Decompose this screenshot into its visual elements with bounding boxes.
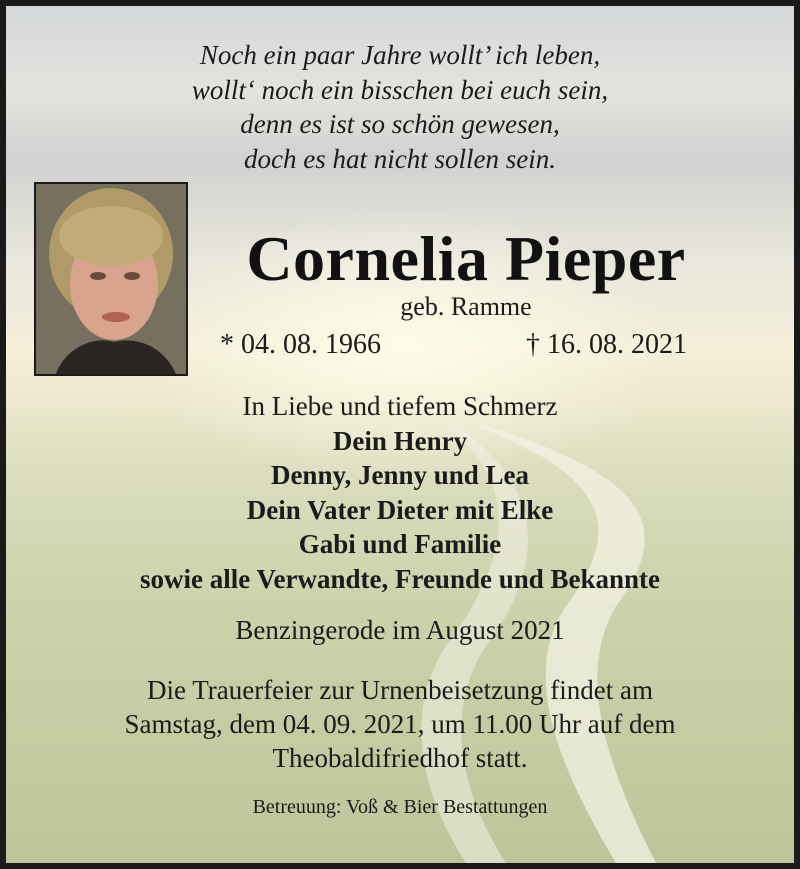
- deceased-name: Cornelia Pieper: [246, 223, 686, 294]
- ceremony-line: Theobaldifriedhof statt.: [272, 743, 528, 773]
- birth-date: * 04. 08. 1966: [220, 329, 381, 360]
- mourner-line: Dein Henry: [332, 425, 468, 456]
- maiden-name: geb. Ramme: [400, 292, 532, 321]
- poem: [6, 38, 794, 176]
- mourner-line: Denny, Jenny und Lea: [270, 460, 530, 490]
- poem-line: wollt‘ noch ein bisschen bei euch sein,: [191, 74, 609, 105]
- mourner-line: Gabi und Familie: [298, 529, 502, 559]
- ceremony-line: Samstag, dem 04. 09. 2021, um 11.00 Uhr auf dem: [124, 709, 676, 739]
- mourners-intro: In Liebe und tiefem Schmerz: [242, 391, 558, 421]
- poem-line: Noch ein paar Jahre wollt’ ich leben,: [199, 40, 601, 70]
- portrait-photo: [34, 182, 188, 376]
- undertaker: Betreuung: Voß & Bier Bestattungen: [252, 796, 548, 818]
- poem-line: doch es hat nicht sollen sein.: [244, 143, 556, 174]
- ceremony-info: [6, 673, 794, 775]
- ceremony-line: Die Trauerfeier zur Urnenbeisetzung findet am: [146, 675, 654, 705]
- mourner-line: sowie alle Verwandte, Freunde und Bekannte: [139, 563, 661, 594]
- mourners: [6, 389, 794, 596]
- mourner-line: Dein Vater Dieter mit Elke: [246, 494, 554, 525]
- poem-line: denn es ist so schön gewesen,: [240, 109, 560, 139]
- place-date: Benzingerode im August 2021: [235, 615, 565, 645]
- death-date: † 16. 08. 2021: [526, 329, 687, 360]
- obituary-notice: [6, 6, 794, 863]
